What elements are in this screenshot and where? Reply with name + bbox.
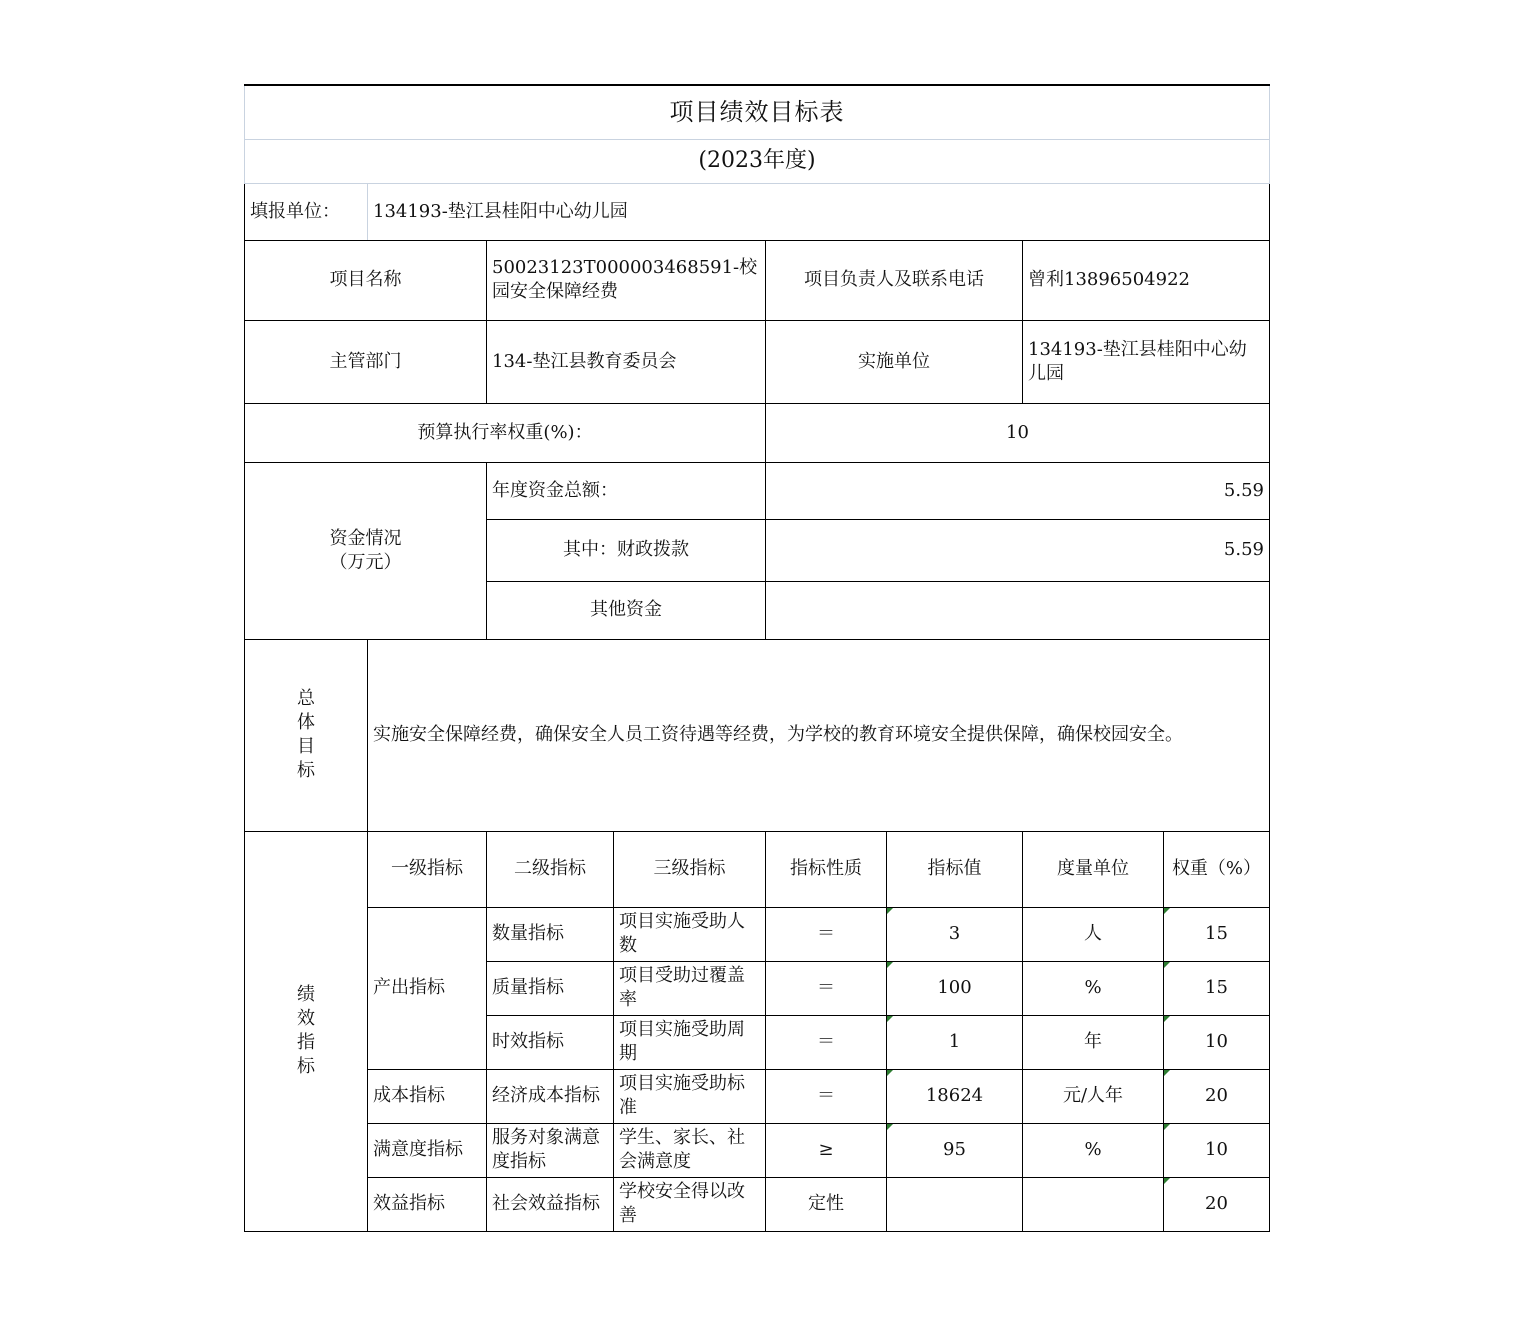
- weight-cell: 15: [1164, 961, 1270, 1015]
- department-value: 134-垫江县教育委员会: [487, 320, 766, 403]
- project-name-value: 50023123T000003468591-校园安全保障经费: [487, 240, 766, 320]
- budget-rate-value: 10: [766, 403, 1270, 462]
- unit-cell: [1023, 1177, 1164, 1231]
- overall-goal-text: [368, 639, 1270, 831]
- table-row: [245, 1177, 1270, 1231]
- overall-goal-text-content: 实施安全保障经费，确保安全人员工资待遇等经费，为学校的教育环境安全提供保障，确保校园安全。: [373, 724, 1183, 745]
- nature-cell: ＝: [766, 907, 887, 961]
- level1-output: 产出指标: [368, 907, 487, 1069]
- unit-cell: %: [1023, 1123, 1164, 1177]
- weight-cell: 15: [1164, 907, 1270, 961]
- value-cell: [887, 1177, 1023, 1231]
- nature-cell: ＝: [766, 1015, 887, 1069]
- header-nature: 指标性质: [766, 831, 887, 907]
- nature-cell: ＝: [766, 1069, 887, 1123]
- header-level2: 二级指标: [487, 831, 614, 907]
- header-value: 指标值: [887, 831, 1023, 907]
- project-leader-value: 曾利13896504922: [1023, 240, 1270, 320]
- other-funds-label: 其他资金: [487, 581, 766, 639]
- value-cell: 1: [887, 1015, 1023, 1069]
- indicators-char: 效: [297, 1008, 315, 1029]
- level3-cell: 学校安全得以改善: [614, 1177, 766, 1231]
- page-title: 项目绩效目标表: [245, 85, 1270, 139]
- level1-cell: 成本指标: [368, 1069, 487, 1123]
- funds-label-line2: （万元）: [329, 551, 402, 573]
- level2-cell: 时效指标: [487, 1015, 614, 1069]
- nature-cell: ＝: [766, 961, 887, 1015]
- implementing-unit-label: 实施单位: [766, 320, 1023, 403]
- overall-goal-char: 总: [297, 688, 315, 709]
- level3-cell: 项目实施受助标准: [614, 1069, 766, 1123]
- indicators-char: 标: [297, 1056, 315, 1077]
- reporting-unit-value: 134193-垫江县桂阳中心幼儿园: [368, 183, 1270, 240]
- unit-cell: 人: [1023, 907, 1164, 961]
- level3-cell: 学生、家长、社会满意度: [614, 1123, 766, 1177]
- table-row: [245, 907, 1270, 961]
- unit-cell: 元/人年: [1023, 1069, 1164, 1123]
- overall-goal-char: 标: [297, 760, 315, 781]
- nature-cell: ≥: [766, 1123, 887, 1177]
- table-row: [245, 1069, 1270, 1123]
- unit-cell: 年: [1023, 1015, 1164, 1069]
- weight-cell: 20: [1164, 1069, 1270, 1123]
- indicators-char: 绩: [297, 984, 315, 1005]
- budget-rate-label: 预算执行率权重(%)：: [245, 403, 766, 462]
- funds-label: [245, 462, 487, 639]
- level2-cell: 质量指标: [487, 961, 614, 1015]
- project-name-label: 项目名称: [245, 240, 487, 320]
- total-funds-label: 年度资金总额：: [487, 462, 766, 519]
- nature-cell: 定性: [766, 1177, 887, 1231]
- table-row: [245, 1123, 1270, 1177]
- performance-target-table: [244, 84, 1270, 1232]
- level1-cell: 效益指标: [368, 1177, 487, 1231]
- level2-cell: 数量指标: [487, 907, 614, 961]
- level2-cell: 服务对象满意度指标: [487, 1123, 614, 1177]
- unit-cell: %: [1023, 961, 1164, 1015]
- header-level1: 一级指标: [368, 831, 487, 907]
- fiscal-funds-label: 其中：财政拨款: [487, 519, 766, 581]
- level3-cell: 项目受助过覆盖率: [614, 961, 766, 1015]
- project-leader-label: 项目负责人及联系电话: [766, 240, 1023, 320]
- indicators-char: 指: [297, 1032, 315, 1053]
- value-cell: 3: [887, 907, 1023, 961]
- indicators-label: [245, 831, 368, 1231]
- total-funds-value: 5.59: [766, 462, 1270, 519]
- level2-cell: 经济成本指标: [487, 1069, 614, 1123]
- level2-cell: 社会效益指标: [487, 1177, 614, 1231]
- level3-cell: 项目实施受助人数: [614, 907, 766, 961]
- header-unit: 度量单位: [1023, 831, 1164, 907]
- overall-goal-label: [245, 639, 368, 831]
- weight-cell: 20: [1164, 1177, 1270, 1231]
- weight-cell: 10: [1164, 1015, 1270, 1069]
- overall-goal-char: 目: [297, 736, 315, 757]
- implementing-unit-value: 134193-垫江县桂阳中心幼儿园: [1023, 320, 1270, 403]
- funds-label-line1: 资金情况: [329, 527, 402, 549]
- value-cell: 95: [887, 1123, 1023, 1177]
- fiscal-funds-value: 5.59: [766, 519, 1270, 581]
- year-subtitle: (2023年度): [245, 139, 1270, 183]
- header-level3: 三级指标: [614, 831, 766, 907]
- department-label: 主管部门: [245, 320, 487, 403]
- weight-cell: 10: [1164, 1123, 1270, 1177]
- other-funds-value: [766, 581, 1270, 639]
- header-weight: 权重（%）: [1164, 831, 1270, 907]
- reporting-unit-label: 填报单位：: [245, 183, 368, 240]
- overall-goal-char: 体: [297, 712, 315, 733]
- value-cell: 18624: [887, 1069, 1023, 1123]
- level3-cell: 项目实施受助周期: [614, 1015, 766, 1069]
- value-cell: 100: [887, 961, 1023, 1015]
- level1-cell: 满意度指标: [368, 1123, 487, 1177]
